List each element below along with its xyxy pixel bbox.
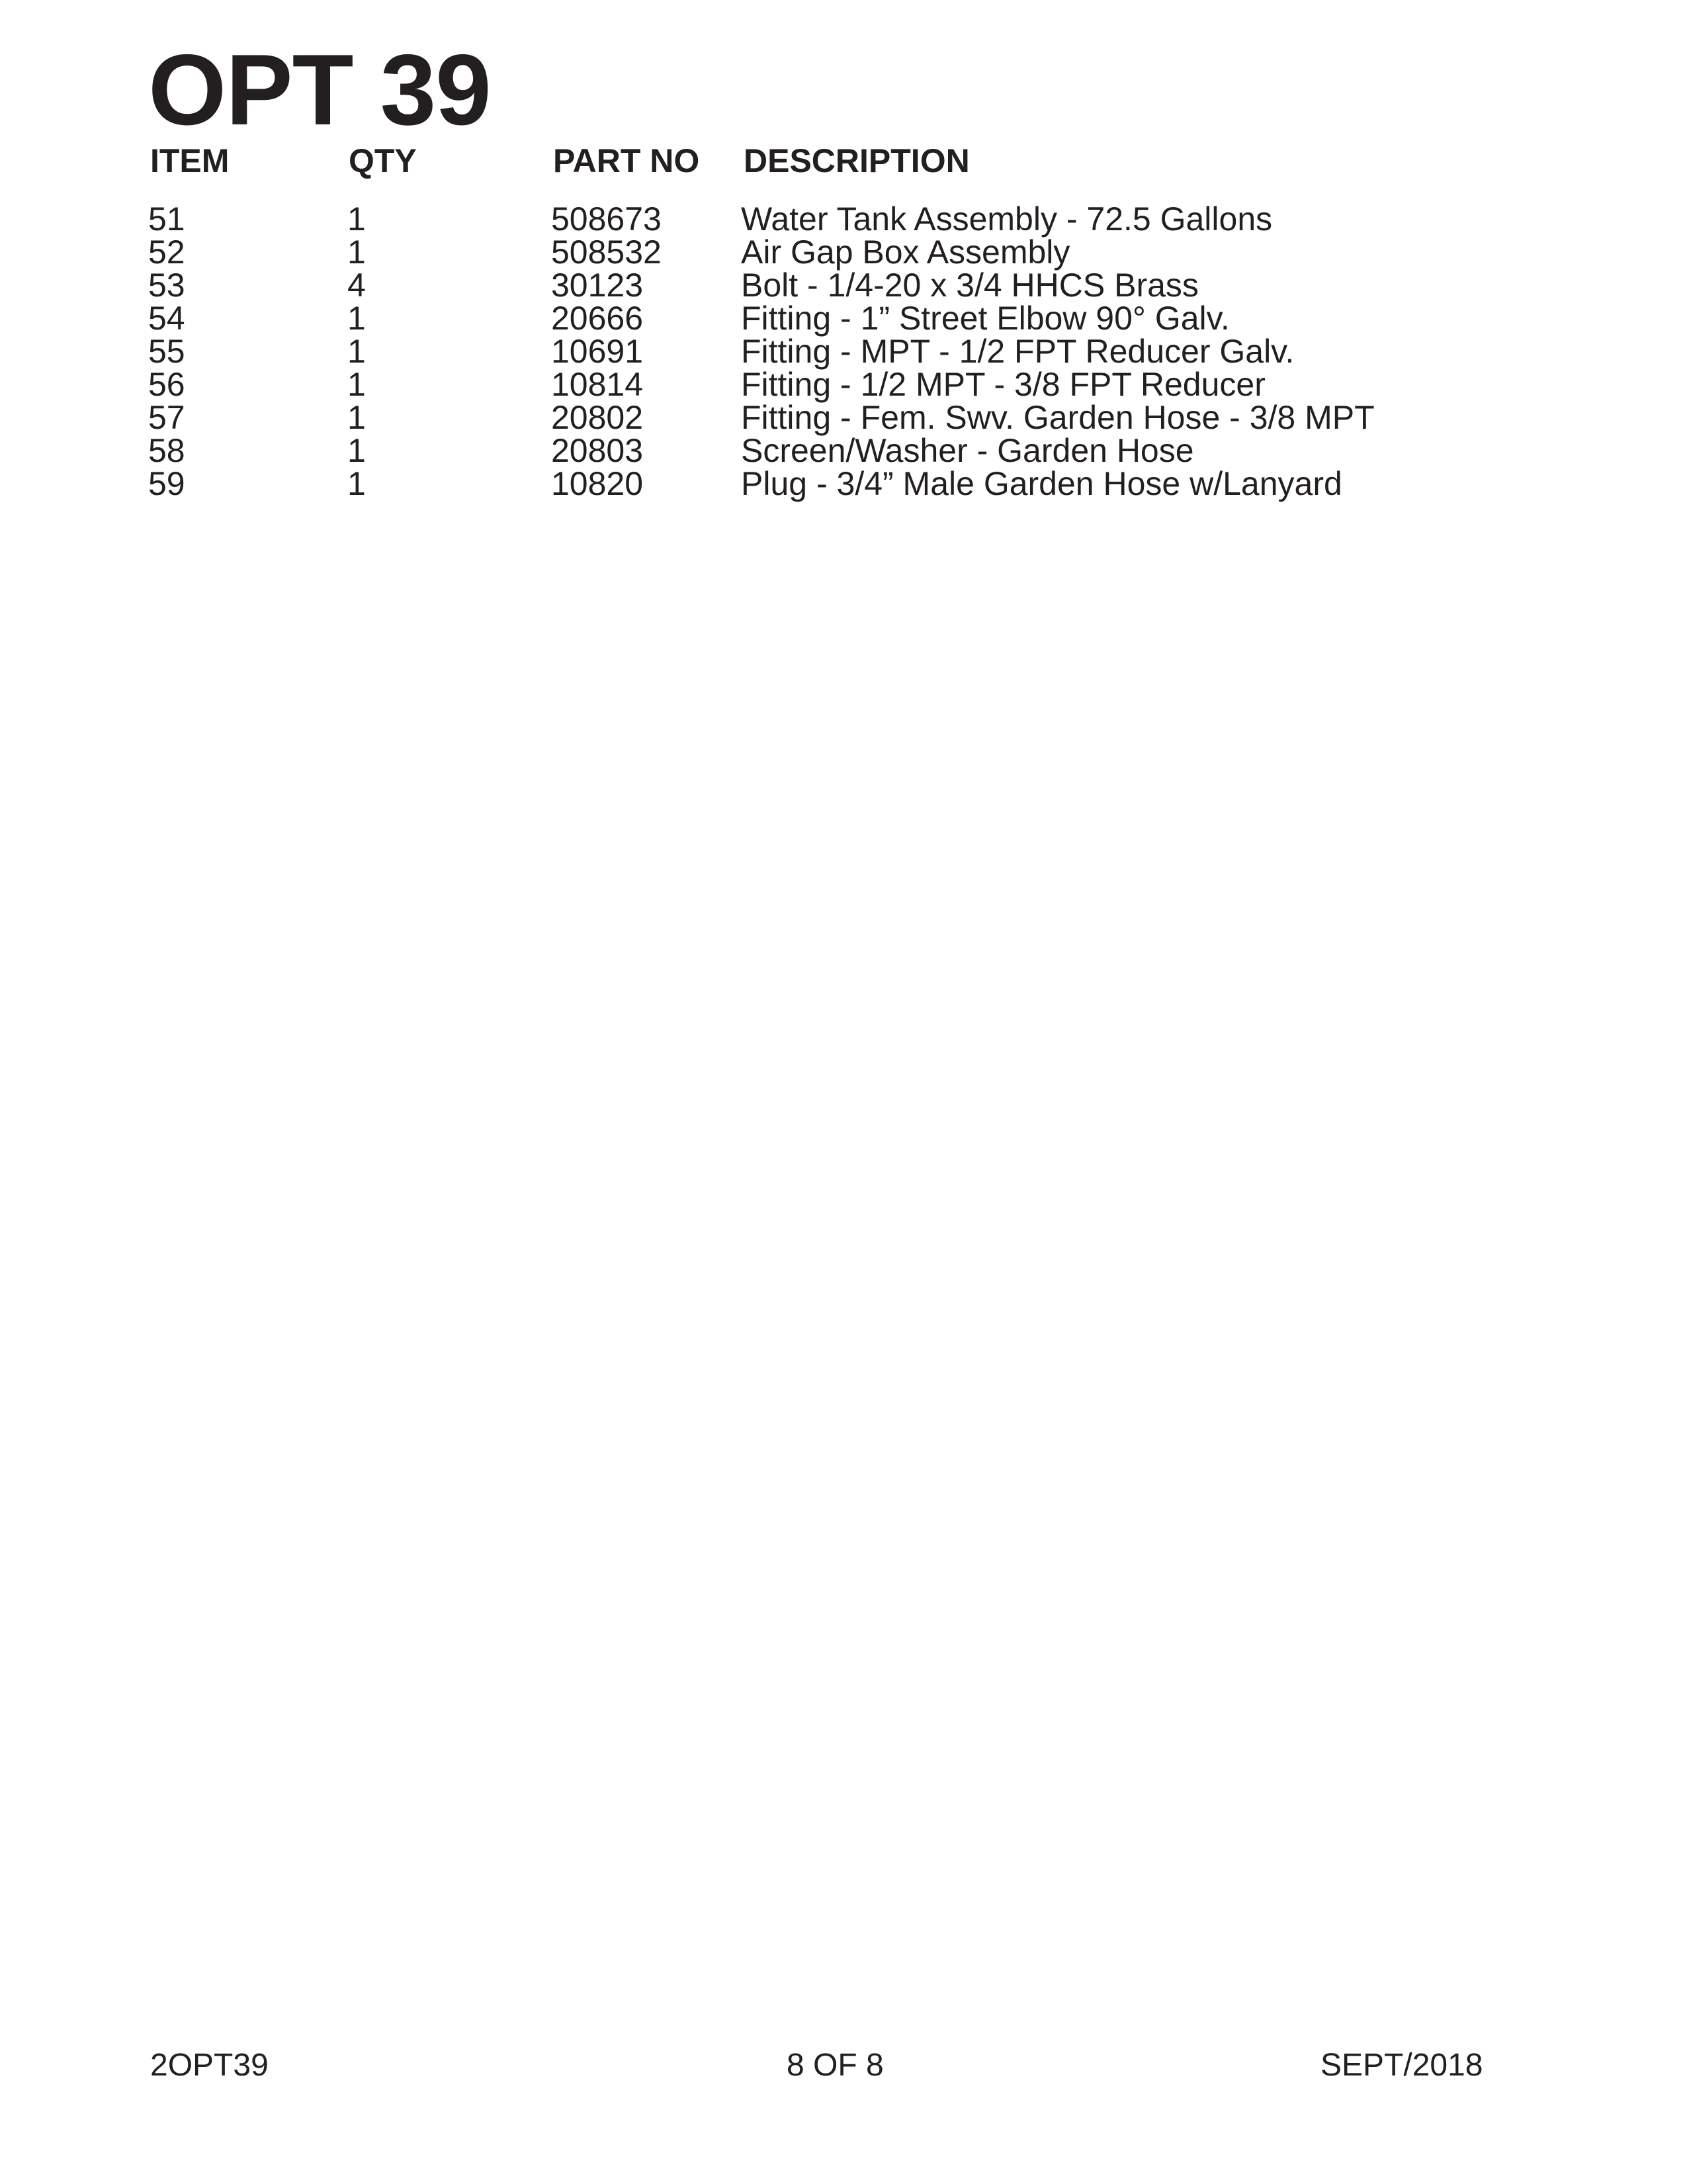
table-row [0, 302, 1687, 335]
cell-description: Water Tank Assembly - 72.5 Gallons [741, 200, 1273, 238]
cell-description: Fitting - 1” Street Elbow 90° Galv. [741, 300, 1230, 337]
cell-part-no: 30123 [551, 267, 644, 304]
parts-table [0, 202, 1687, 500]
cell-qty: 1 [347, 234, 366, 271]
column-header-part-no: PART NO [553, 142, 700, 179]
table-row [0, 236, 1687, 269]
cell-part-no: 10820 [551, 465, 644, 502]
table-row [0, 467, 1687, 500]
cell-item: 54 [148, 300, 185, 337]
footer-doc-code: 2OPT39 [150, 2048, 269, 2083]
page-footer [0, 2047, 1687, 2087]
cell-qty: 1 [347, 333, 366, 370]
cell-description: Plug - 3/4” Male Garden Hose w/Lanyard [741, 465, 1342, 502]
column-header-item: ITEM [150, 142, 230, 179]
table-row [0, 335, 1687, 368]
footer-date: SEPT/2018 [1320, 2048, 1483, 2083]
cell-qty: 1 [347, 200, 366, 238]
cell-part-no: 10691 [551, 333, 644, 370]
cell-qty: 1 [347, 465, 366, 502]
cell-qty: 1 [347, 366, 366, 403]
cell-part-no: 508673 [551, 200, 662, 238]
cell-description: Fitting - 1/2 MPT - 3/8 FPT Reducer [741, 366, 1266, 403]
table-header [0, 142, 1687, 181]
cell-item: 51 [148, 200, 185, 238]
cell-description: Fitting - MPT - 1/2 FPT Reducer Galv. [741, 333, 1295, 370]
cell-part-no: 508532 [551, 234, 662, 271]
cell-item: 57 [148, 399, 185, 436]
cell-qty: 4 [347, 267, 366, 304]
cell-item: 55 [148, 333, 185, 370]
cell-description: Fitting - Fem. Swv. Garden Hose - 3/8 MPT [741, 399, 1375, 436]
cell-qty: 1 [347, 300, 366, 337]
table-row [0, 269, 1687, 302]
cell-description: Air Gap Box Assembly [741, 234, 1070, 271]
cell-part-no: 20666 [551, 300, 644, 337]
cell-item: 56 [148, 366, 185, 403]
cell-part-no: 20802 [551, 399, 644, 436]
page-title: OPT 39 [148, 34, 491, 146]
cell-item: 59 [148, 465, 185, 502]
cell-item: 52 [148, 234, 185, 271]
cell-qty: 1 [347, 399, 366, 436]
cell-description: Screen/Washer - Garden Hose [741, 432, 1194, 469]
table-row [0, 401, 1687, 434]
footer-page-number: 8 OF 8 [787, 2048, 884, 2083]
table-row [0, 202, 1687, 236]
cell-part-no: 20803 [551, 432, 644, 469]
cell-description: Bolt - 1/4-20 x 3/4 HHCS Brass [741, 267, 1199, 304]
column-header-description: DESCRIPTION [744, 142, 970, 179]
cell-qty: 1 [347, 432, 366, 469]
cell-item: 58 [148, 432, 185, 469]
cell-item: 53 [148, 267, 185, 304]
table-row [0, 434, 1687, 467]
column-header-qty: QTY [349, 142, 417, 179]
cell-part-no: 10814 [551, 366, 644, 403]
table-row [0, 368, 1687, 401]
